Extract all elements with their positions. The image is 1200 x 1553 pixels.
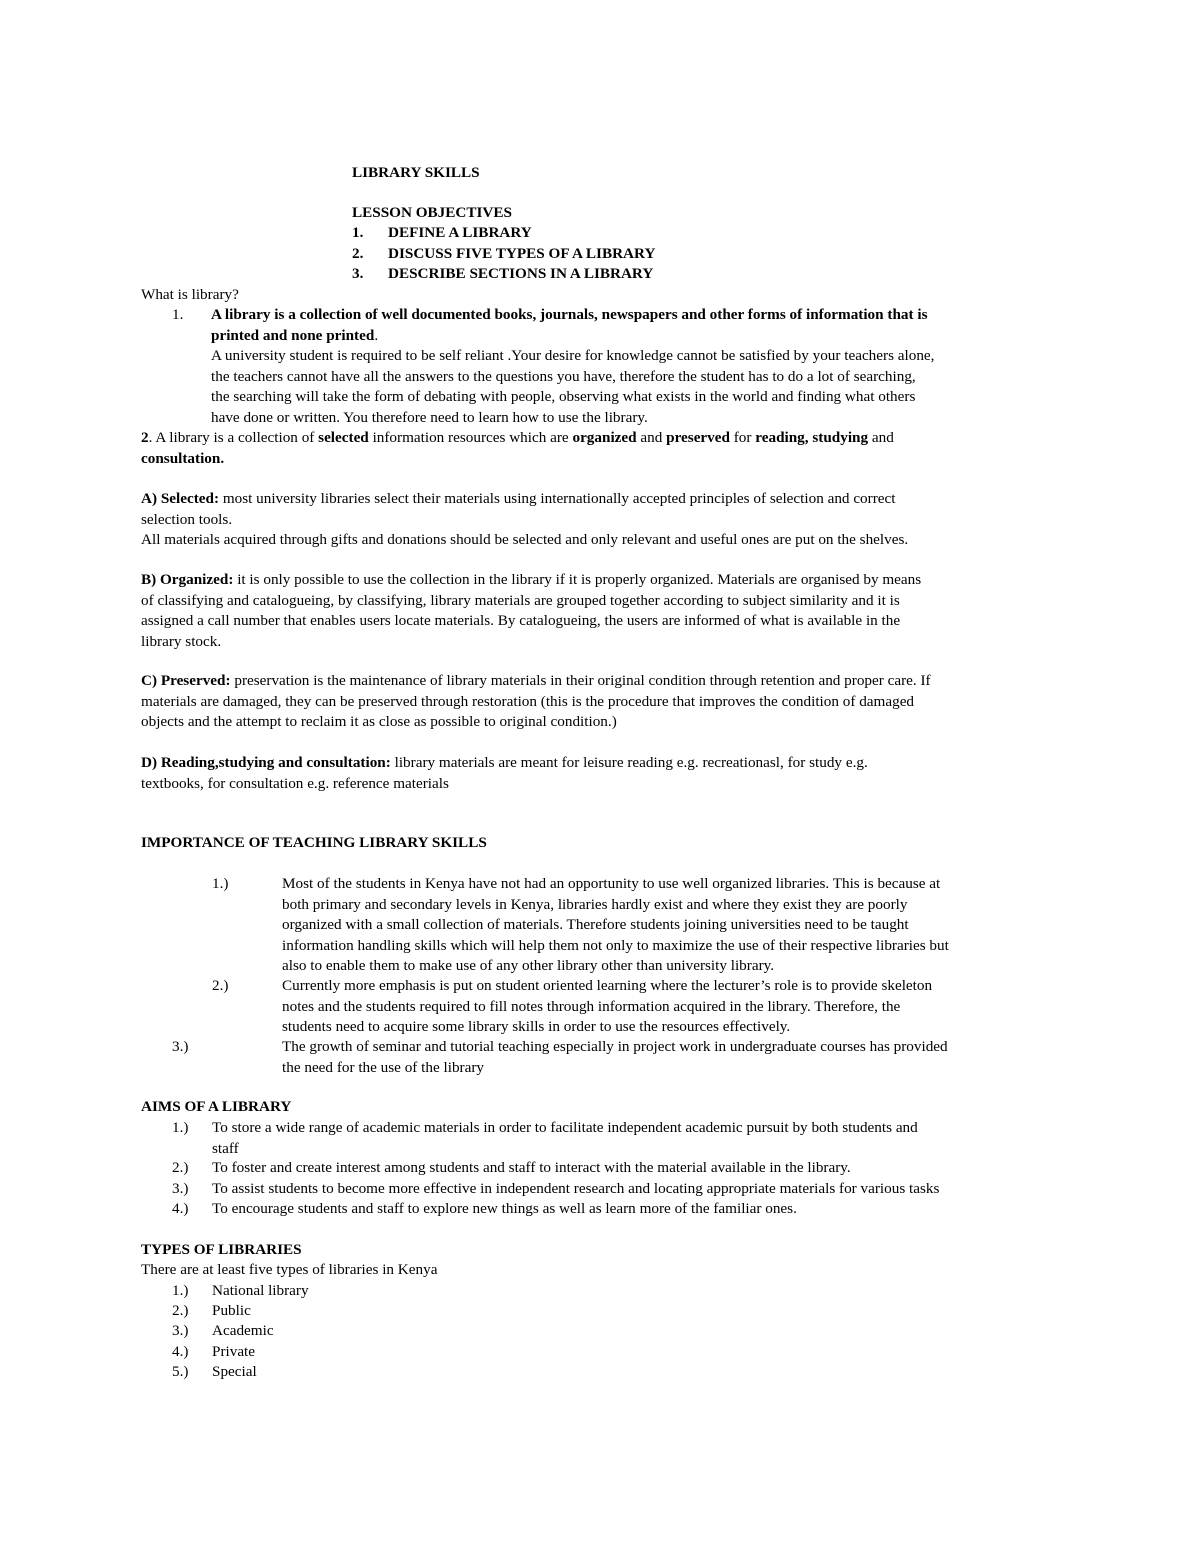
selected-paragraph: A) Selected: most university libraries select their materials using internationally accepted principles of selection and correct selection tools. All materials acquired through gifts and donations should be selected and only relevant and useful ones are put on the shelves. — [141, 490, 909, 548]
type-number: 2.) — [172, 1302, 189, 1319]
types-heading: TYPES OF LIBRARIES — [141, 1241, 302, 1258]
aim-number: 2.) — [172, 1159, 189, 1176]
objective-number: 1. — [352, 224, 364, 241]
type-item: Academic — [212, 1322, 274, 1339]
type-item: National library — [212, 1282, 309, 1299]
reading-paragraph: D) Reading,studying and consultation: library materials are meant for leisure reading e.g. recreationasl, for study e.g. textbooks, for consultation e.g. reference materials — [141, 754, 868, 792]
types-intro: There are at least five types of libraries in Kenya — [141, 1261, 438, 1278]
type-item: Private — [212, 1343, 256, 1360]
aim-item: To encourage students and staff to explore new things as well as learn more of the familiar ones. — [212, 1200, 797, 1217]
what-is-library-question: What is library? — [141, 286, 239, 303]
document-title: LIBRARY SKILLS — [352, 164, 480, 181]
importance-item: Currently more emphasis is put on student oriented learning where the lecturer’s role is to provide skeleton notes and the students required to fill notes through information acquired in the library. Therefore, the students need to acquire some library skills in order to use the resources effectively. — [282, 977, 933, 1035]
definition-2 — [141, 428, 1061, 469]
preserved-label: C) Preserved: — [141, 672, 231, 689]
definition-1 — [211, 305, 1061, 428]
definition-text-line: the teachers cannot have all the answers to the questions you have, therefore the student has to do a lot of searching, — [211, 367, 916, 385]
type-item: Special — [212, 1363, 257, 1380]
objectives-heading: LESSON OBJECTIVES — [352, 204, 512, 221]
definition-2-line: consultation. — [141, 449, 225, 467]
importance-number: 3.) — [172, 1038, 189, 1055]
reading-label: D) Reading,studying and consultation: — [141, 754, 391, 771]
objective-item — [352, 264, 653, 285]
definition-bold-line: printed and none printed. — [211, 326, 379, 344]
selected-label: A) Selected: — [141, 490, 220, 507]
objective-item — [352, 244, 655, 265]
aim-item: To assist students to become more effective in independent research and locating appropriate materials for various tasks — [212, 1180, 940, 1197]
aim-item: To store a wide range of academic materials in order to facilitate independent academic pursuit by both students and staff — [212, 1119, 918, 1157]
definition-text-line: A university student is required to be self reliant .Your desire for knowledge cannot be satisfied by your teachers alone, — [211, 347, 935, 364]
preserved-paragraph: C) Preserved: preservation is the maintenance of library materials in their original condition through retention and proper care. If materials are damaged, they can be preserved through restoration (this is the procedure that improves the condition of damaged objects and the attempt to reclaim it as close as possible to original condition.) — [141, 672, 931, 730]
definition-text-line: have done or written. You therefore need to learn how to use the library. — [211, 408, 648, 426]
type-item: Public — [212, 1302, 251, 1319]
type-number: 5.) — [172, 1363, 189, 1380]
importance-number: 2.) — [212, 977, 229, 994]
organized-paragraph: B) Organized: it is only possible to use the collection in the library if it is properly organized. Materials are organised by means of classifying and catalogueing, by classifying, library materials are grouped together according to subject similarity and it is assigned a call number that enables users locate materials. By catalogueing, the users are informed of what is available in the library stock. — [141, 571, 922, 650]
type-number: 1.) — [172, 1282, 189, 1299]
definition-bold-line: A library is a collection of well documented books, journals, newspapers and other forms of information that is — [211, 306, 928, 323]
objective-text: DESCRIBE SECTIONS IN A LIBRARY — [388, 265, 654, 282]
objective-number: 2. — [352, 245, 364, 262]
aim-number: 4.) — [172, 1200, 189, 1217]
objective-text: DISCUSS FIVE TYPES OF A LIBRARY — [388, 245, 656, 262]
importance-number: 1.) — [212, 875, 229, 892]
definition-number: 1. — [172, 306, 184, 323]
aims-heading: AIMS OF A LIBRARY — [141, 1098, 292, 1115]
importance-item: The growth of seminar and tutorial teaching especially in project work in undergraduate courses has provided the need for the use of the library — [282, 1038, 948, 1076]
aim-item: To foster and create interest among students and staff to interact with the material available in the library. — [212, 1159, 851, 1176]
importance-heading: IMPORTANCE OF TEACHING LIBRARY SKILLS — [141, 834, 487, 851]
definition-text-line: the searching will take the form of debating with people, observing what exists in the world and finding what others — [211, 388, 916, 405]
type-number: 4.) — [172, 1343, 189, 1360]
objective-text: DEFINE A LIBRARY — [388, 224, 532, 241]
objective-item — [352, 223, 532, 244]
organized-label: B) Organized: — [141, 571, 234, 588]
aim-number: 3.) — [172, 1180, 189, 1197]
definition-2-line: 2. A library is a collection of selected information resources which are organized and preserved for reading, studying and — [141, 429, 894, 446]
aim-number: 1.) — [172, 1119, 189, 1136]
type-number: 3.) — [172, 1322, 189, 1339]
importance-item: Most of the students in Kenya have not had an opportunity to use well organized libraries. This is because at both primary and secondary levels in Kenya, libraries hardly exist and where they exist they are poorly organized with a small collection of materials. Therefore students joining universities need to be taught information handling skills which will help them not only to maximize the use of their respective libraries but also to enable them to make use of any other library other than university library. — [282, 875, 949, 974]
objective-number: 3. — [352, 265, 364, 282]
